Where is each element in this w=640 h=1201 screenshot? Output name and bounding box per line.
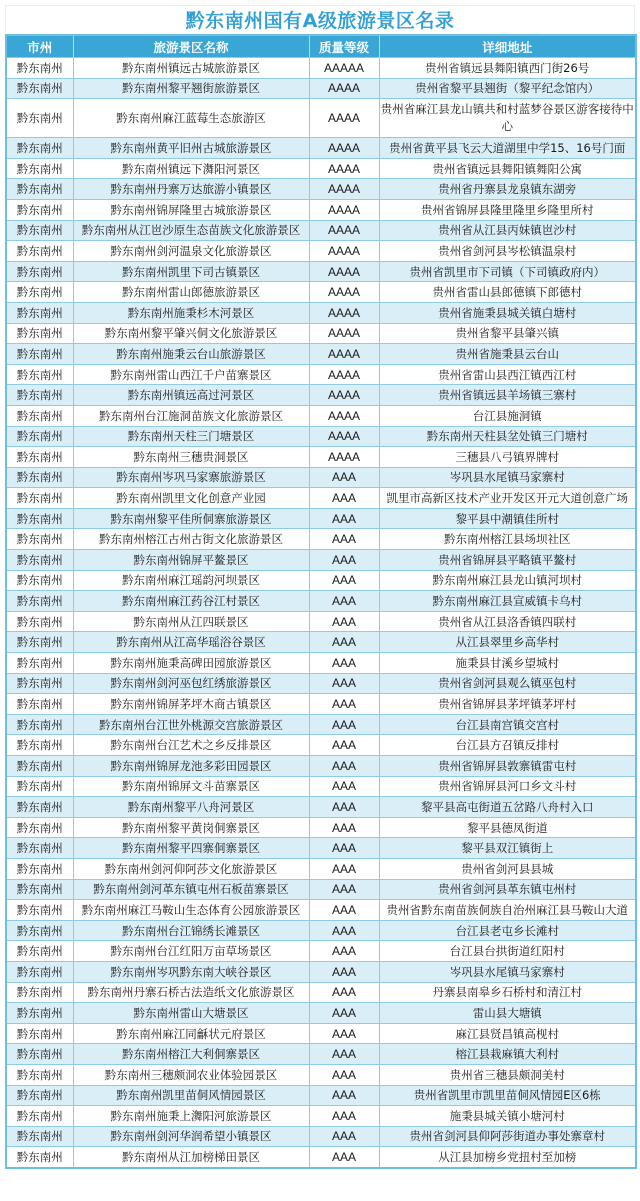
cell-name: 黔东南州剑河巫包红绣旅游景区	[73, 673, 309, 694]
cell-address: 贵州省从江县丙妹镇岜沙村	[379, 220, 636, 241]
cell-grade: AAAA	[309, 241, 379, 262]
table-row	[6, 858, 636, 879]
cell-name: 黔东南州雷山西江千户苗寨景区	[73, 364, 309, 385]
cell-address: 台江县台拱街道红阳村	[379, 941, 636, 962]
cell-name: 黔东南州施秉上㵲阳河旅游景区	[73, 1106, 309, 1127]
cell-name: 黔东南州剑河温泉文化旅游景区	[73, 241, 309, 262]
cell-address: 贵州省施秉县城关镇白塘村	[379, 302, 636, 323]
table-row	[6, 426, 636, 447]
cell-name: 黔东南州黎平翘街旅游景区	[73, 78, 309, 99]
cell-name: 黔东南州黎平八舟河景区	[73, 797, 309, 818]
cell-name: 黔东南州三穗贵洞景区	[73, 447, 309, 468]
cell-grade: AAAA	[309, 302, 379, 323]
cell-city: 黔东南州	[6, 138, 73, 159]
cell-address: 贵州省凯里市下司镇（下司镇政府内）	[379, 261, 636, 282]
column-header-city: 市州	[6, 35, 73, 58]
table-row	[6, 961, 636, 982]
cell-address: 贵州省镇远县羊场镇三寨村	[379, 385, 636, 406]
table-row	[6, 138, 636, 159]
cell-address: 贵州省镇远县舞阳镇舞阳公寓	[379, 158, 636, 179]
cell-city: 黔东南州	[6, 900, 73, 921]
cell-grade: AAA	[309, 982, 379, 1003]
cell-name: 黔东南州锦屏平鳌景区	[73, 550, 309, 571]
table-row	[6, 1003, 636, 1024]
cell-name: 黔东南州丹寨石桥古法造纸文化旅游景区	[73, 982, 309, 1003]
cell-grade: AAA	[309, 1106, 379, 1127]
cell-name: 黔东南州天柱三门塘景区	[73, 426, 309, 447]
cell-grade: AAA	[309, 756, 379, 777]
table-row	[6, 220, 636, 241]
cell-city: 黔东南州	[6, 632, 73, 653]
cell-name: 黔东南州黎平肇兴侗文化旅游景区	[73, 323, 309, 344]
cell-city: 黔东南州	[6, 735, 73, 756]
table-row	[6, 797, 636, 818]
cell-address: 台江县老屯乡长滩村	[379, 920, 636, 941]
cell-city: 黔东南州	[6, 58, 73, 79]
cell-grade: AAAA	[309, 282, 379, 303]
table-row	[6, 488, 636, 509]
cell-name: 黔东南州施秉云台山旅游景区	[73, 344, 309, 365]
cell-name: 黔东南州镇远古城旅游景区	[73, 58, 309, 79]
cell-address: 贵州省剑河县观么镇巫包村	[379, 673, 636, 694]
cell-grade: AAA	[309, 467, 379, 488]
table-row	[6, 694, 636, 715]
cell-name: 黔东南州岑巩马家寨旅游景区	[73, 467, 309, 488]
cell-name: 黔东南州黎平佳所侗寨旅游景区	[73, 508, 309, 529]
cell-name: 黔东南州剑河华润希望小镇景区	[73, 1126, 309, 1147]
cell-city: 黔东南州	[6, 879, 73, 900]
cell-address: 黎平县德凤街道	[379, 817, 636, 838]
cell-name: 黔东南州台江红阳万亩草场景区	[73, 941, 309, 962]
cell-grade: AAA	[309, 817, 379, 838]
cell-grade: AAA	[309, 900, 379, 921]
cell-grade: AAAA	[309, 261, 379, 282]
cell-city: 黔东南州	[6, 941, 73, 962]
table-row	[6, 467, 636, 488]
cell-grade: AAAA	[309, 323, 379, 344]
cell-grade: AAA	[309, 858, 379, 879]
cell-city: 黔东南州	[6, 1064, 73, 1085]
cell-grade: AAA	[309, 1044, 379, 1065]
table-row	[6, 199, 636, 220]
cell-city: 黔东南州	[6, 611, 73, 632]
cell-city: 黔东南州	[6, 220, 73, 241]
table-row	[6, 879, 636, 900]
table-row	[6, 735, 636, 756]
cell-city: 黔东南州	[6, 1106, 73, 1127]
cell-address: 台江县施洞镇	[379, 405, 636, 426]
table-row	[6, 447, 636, 468]
page-title: 黔东南州国有A级旅游景区名录	[5, 5, 635, 34]
cell-name: 黔东南州黄平旧州古城旅游景区	[73, 138, 309, 159]
table-row	[6, 817, 636, 838]
cell-address: 贵州省黎平县翘街（黎平纪念馆内）	[379, 78, 636, 99]
cell-grade: AAAA	[309, 447, 379, 468]
cell-name: 黔东南州麻江蓝莓生态旅游区	[73, 99, 309, 138]
cell-city: 黔东南州	[6, 776, 73, 797]
cell-address: 黎平县高屯街道五岔路八舟村入口	[379, 797, 636, 818]
cell-city: 黔东南州	[6, 78, 73, 99]
cell-city: 黔东南州	[6, 858, 73, 879]
cell-city: 黔东南州	[6, 447, 73, 468]
cell-city: 黔东南州	[6, 961, 73, 982]
cell-city: 黔东南州	[6, 488, 73, 509]
cell-city: 黔东南州	[6, 570, 73, 591]
cell-name: 黔东南州麻江马鞍山生态体育公园旅游景区	[73, 900, 309, 921]
cell-name: 黔东南州凯里下司古镇景区	[73, 261, 309, 282]
cell-address: 从江县翠里乡高华村	[379, 632, 636, 653]
table-row	[6, 632, 636, 653]
cell-address: 贵州省黔东南苗族侗族自治州麻江县马鞍山大道	[379, 900, 636, 921]
cell-grade: AAA	[309, 879, 379, 900]
cell-name: 黔东南州从江高华瑶浴谷景区	[73, 632, 309, 653]
cell-grade: AAA	[309, 776, 379, 797]
scenic-area-table	[5, 34, 637, 1169]
table-row	[6, 838, 636, 859]
cell-address: 麻江县贤昌镇高枧村	[379, 1023, 636, 1044]
cell-city: 黔东南州	[6, 797, 73, 818]
cell-address: 贵州省剑河县县城	[379, 858, 636, 879]
cell-city: 黔东南州	[6, 323, 73, 344]
cell-name: 黔东南州锦屏文斗苗寨景区	[73, 776, 309, 797]
cell-city: 黔东南州	[6, 364, 73, 385]
cell-address: 施秉县甘溪乡望城村	[379, 653, 636, 674]
cell-grade: AAA	[309, 611, 379, 632]
cell-city: 黔东南州	[6, 405, 73, 426]
cell-grade: AAA	[309, 961, 379, 982]
cell-grade: AAA	[309, 1126, 379, 1147]
table-row	[6, 611, 636, 632]
table-row	[6, 405, 636, 426]
cell-grade: AAA	[309, 797, 379, 818]
cell-city: 黔东南州	[6, 591, 73, 612]
cell-address: 贵州省黎平县肇兴镇	[379, 323, 636, 344]
cell-city: 黔东南州	[6, 714, 73, 735]
cell-name: 黔东南州三穗颇洞农业体验园景区	[73, 1064, 309, 1085]
cell-city: 黔东南州	[6, 529, 73, 550]
table-row	[6, 323, 636, 344]
cell-address: 黔东南州天柱县坌处镇三门塘村	[379, 426, 636, 447]
cell-grade: AAA	[309, 1085, 379, 1106]
cell-grade: AAA	[309, 488, 379, 509]
cell-grade: AAA	[309, 941, 379, 962]
cell-city: 黔东南州	[6, 1085, 73, 1106]
table-row	[6, 78, 636, 99]
cell-grade: AAA	[309, 1023, 379, 1044]
cell-address: 施秉县城关镇小塘河村	[379, 1106, 636, 1127]
cell-city: 黔东南州	[6, 1126, 73, 1147]
cell-address: 从江县加榜乡党扭村至加榜	[379, 1147, 636, 1168]
cell-city: 黔东南州	[6, 694, 73, 715]
cell-address: 贵州省雷山县郎德镇下郎德村	[379, 282, 636, 303]
cell-address: 三穗县八弓镇界牌村	[379, 447, 636, 468]
table-row	[6, 158, 636, 179]
cell-name: 黔东南州施秉高碑田园旅游景区	[73, 653, 309, 674]
table-row	[6, 1064, 636, 1085]
cell-name: 黔东南州剑河仰阿莎文化旅游景区	[73, 858, 309, 879]
cell-address: 贵州省雷山县西江镇西江村	[379, 364, 636, 385]
table-row	[6, 920, 636, 941]
cell-grade: AAAAA	[309, 58, 379, 79]
cell-grade: AAA	[309, 1147, 379, 1168]
cell-address: 黔东南州麻江县宣威镇卡乌村	[379, 591, 636, 612]
cell-name: 黔东南州剑河革东镇屯州石板苗寨景区	[73, 879, 309, 900]
cell-address: 台江县方召镇反排村	[379, 735, 636, 756]
cell-address: 贵州省镇远县舞阳镇西门街26号	[379, 58, 636, 79]
cell-name: 黔东南州雷山郎德旅游景区	[73, 282, 309, 303]
table-row	[6, 1106, 636, 1127]
cell-city: 黔东南州	[6, 385, 73, 406]
table-header-row	[6, 35, 636, 58]
cell-name: 黔东南州从江岜沙原生态苗族文化旅游景区	[73, 220, 309, 241]
cell-grade: AAAA	[309, 199, 379, 220]
column-header-address: 详细地址	[379, 35, 636, 58]
document-frame	[5, 5, 635, 1169]
cell-address: 黎平县中潮镇佳所村	[379, 508, 636, 529]
cell-grade: AAA	[309, 1064, 379, 1085]
cell-name: 黔东南州施秉杉木河景区	[73, 302, 309, 323]
cell-name: 黔东南州镇远下㵲阳河景区	[73, 158, 309, 179]
cell-city: 黔东南州	[6, 982, 73, 1003]
cell-address: 贵州省锦屏县敦寨镇雷屯村	[379, 756, 636, 777]
cell-grade: AAA	[309, 1003, 379, 1024]
cell-grade: AAAA	[309, 220, 379, 241]
cell-city: 黔东南州	[6, 1147, 73, 1168]
table-row	[6, 1085, 636, 1106]
cell-city: 黔东南州	[6, 508, 73, 529]
cell-grade: AAA	[309, 591, 379, 612]
cell-grade: AAAA	[309, 405, 379, 426]
table-row	[6, 385, 636, 406]
cell-grade: AAAA	[309, 179, 379, 200]
cell-grade: AAAA	[309, 99, 379, 138]
cell-grade: AAA	[309, 508, 379, 529]
table-row	[6, 1126, 636, 1147]
cell-address: 丹寨县南皋乡石桥村和清江村	[379, 982, 636, 1003]
cell-grade: AAAA	[309, 426, 379, 447]
table-row	[6, 99, 636, 138]
cell-address: 贵州省剑河县仰阿莎街道办事处寨章村	[379, 1126, 636, 1147]
column-header-grade: 质量等级	[309, 35, 379, 58]
table-row	[6, 282, 636, 303]
cell-address: 贵州省麻江县龙山镇共和村蓝梦谷景区游客接待中心	[379, 99, 636, 138]
cell-name: 黔东南州麻江同龢状元府景区	[73, 1023, 309, 1044]
table-row	[6, 714, 636, 735]
cell-city: 黔东南州	[6, 920, 73, 941]
cell-city: 黔东南州	[6, 99, 73, 138]
table-row	[6, 1147, 636, 1168]
table-row	[6, 941, 636, 962]
table-row	[6, 529, 636, 550]
cell-address: 凯里市高新区技术产业开发区开元大道创意广场	[379, 488, 636, 509]
cell-address: 贵州省从江县洛香镇四联村	[379, 611, 636, 632]
table-row	[6, 756, 636, 777]
table-row	[6, 591, 636, 612]
cell-grade: AAA	[309, 714, 379, 735]
cell-city: 黔东南州	[6, 467, 73, 488]
cell-grade: AAA	[309, 673, 379, 694]
cell-city: 黔东南州	[6, 756, 73, 777]
cell-address: 贵州省凯里市凯里苗侗风情园E区6栋	[379, 1085, 636, 1106]
table-row	[6, 302, 636, 323]
cell-city: 黔东南州	[6, 1044, 73, 1065]
cell-name: 黔东南州锦屏茅坪木商古镇景区	[73, 694, 309, 715]
cell-city: 黔东南州	[6, 817, 73, 838]
cell-name: 黔东南州从江四联景区	[73, 611, 309, 632]
column-header-name: 旅游景区名称	[73, 35, 309, 58]
cell-address: 贵州省锦屏县隆里隆里乡隆里所村	[379, 199, 636, 220]
cell-address: 黎平县双江镇街上	[379, 838, 636, 859]
table-row	[6, 550, 636, 571]
table-row	[6, 364, 636, 385]
cell-grade: AAAA	[309, 364, 379, 385]
cell-name: 黔东南州从江加榜梯田景区	[73, 1147, 309, 1168]
cell-address: 岑巩县水尾镇马家寨村	[379, 961, 636, 982]
table-row	[6, 241, 636, 262]
cell-name: 黔东南州台江艺术之乡反排景区	[73, 735, 309, 756]
cell-name: 黔东南州榕江大利侗寨景区	[73, 1044, 309, 1065]
table-row	[6, 1044, 636, 1065]
cell-city: 黔东南州	[6, 1023, 73, 1044]
cell-city: 黔东南州	[6, 426, 73, 447]
cell-name: 黔东南州黎平四寨侗寨景区	[73, 838, 309, 859]
cell-grade: AAAA	[309, 344, 379, 365]
cell-address: 贵州省锦屏县平略镇平鳌村	[379, 550, 636, 571]
cell-name: 黔东南州黎平黄岗侗寨景区	[73, 817, 309, 838]
cell-city: 黔东南州	[6, 179, 73, 200]
cell-address: 贵州省黄平县飞云大道湖里中学15、16号门面	[379, 138, 636, 159]
cell-city: 黔东南州	[6, 673, 73, 694]
cell-grade: AAA	[309, 550, 379, 571]
cell-grade: AAA	[309, 653, 379, 674]
table-row	[6, 776, 636, 797]
cell-city: 黔东南州	[6, 838, 73, 859]
cell-city: 黔东南州	[6, 653, 73, 674]
cell-name: 黔东南州麻江瑶韵河坝景区	[73, 570, 309, 591]
cell-grade: AAA	[309, 570, 379, 591]
cell-address: 贵州省锦屏县茅坪镇茅坪村	[379, 694, 636, 715]
cell-address: 贵州省剑河县革东镇屯州村	[379, 879, 636, 900]
cell-city: 黔东南州	[6, 302, 73, 323]
cell-address: 贵州省三穗县颇洞美村	[379, 1064, 636, 1085]
cell-city: 黔东南州	[6, 241, 73, 262]
cell-city: 黔东南州	[6, 344, 73, 365]
cell-grade: AAA	[309, 735, 379, 756]
cell-address: 贵州省丹寨县龙泉镇东湖旁	[379, 179, 636, 200]
cell-name: 黔东南州台江锦绣长滩景区	[73, 920, 309, 941]
cell-address: 贵州省剑河县岑松镇温泉村	[379, 241, 636, 262]
cell-grade: AAAA	[309, 78, 379, 99]
cell-name: 黔东南州麻江药谷江村景区	[73, 591, 309, 612]
cell-name: 黔东南州台江世外桃源交宫旅游景区	[73, 714, 309, 735]
cell-city: 黔东南州	[6, 261, 73, 282]
cell-grade: AAAA	[309, 385, 379, 406]
cell-name: 黔东南州镇远高过河景区	[73, 385, 309, 406]
cell-name: 黔东南州岑巩黔东南大峡谷景区	[73, 961, 309, 982]
cell-grade: AAA	[309, 920, 379, 941]
cell-name: 黔东南州凯里苗侗风情园景区	[73, 1085, 309, 1106]
cell-address: 雷山县大塘镇	[379, 1003, 636, 1024]
cell-name: 黔东南州锦屏龙池多彩田园景区	[73, 756, 309, 777]
cell-name: 黔东南州锦屏隆里古城旅游景区	[73, 199, 309, 220]
cell-address: 岑巩县水尾镇马家寨村	[379, 467, 636, 488]
table-row	[6, 179, 636, 200]
cell-address: 黔东南州榕江县场坝社区	[379, 529, 636, 550]
table-row	[6, 673, 636, 694]
cell-grade: AAA	[309, 838, 379, 859]
table-row	[6, 900, 636, 921]
cell-city: 黔东南州	[6, 282, 73, 303]
cell-name: 黔东南州台江施洞苗族文化旅游景区	[73, 405, 309, 426]
table-row	[6, 653, 636, 674]
cell-grade: AAA	[309, 529, 379, 550]
cell-name: 黔东南州丹寨万达旅游小镇景区	[73, 179, 309, 200]
cell-grade: AAAA	[309, 158, 379, 179]
table-row	[6, 58, 636, 79]
table-row	[6, 1023, 636, 1044]
cell-city: 黔东南州	[6, 199, 73, 220]
cell-address: 黔东南州麻江县龙山镇河坝村	[379, 570, 636, 591]
cell-name: 黔东南州榕江古州古街文化旅游景区	[73, 529, 309, 550]
cell-grade: AAA	[309, 694, 379, 715]
cell-city: 黔东南州	[6, 1003, 73, 1024]
cell-name: 黔东南州凯里文化创意产业园	[73, 488, 309, 509]
table-row	[6, 570, 636, 591]
cell-city: 黔东南州	[6, 550, 73, 571]
cell-address: 榕江县栽麻镇大利村	[379, 1044, 636, 1065]
table-row	[6, 344, 636, 365]
cell-grade: AAA	[309, 632, 379, 653]
cell-address: 贵州省锦屏县河口乡文斗村	[379, 776, 636, 797]
cell-city: 黔东南州	[6, 158, 73, 179]
table-row	[6, 261, 636, 282]
cell-address: 台江县南宫镇交宫村	[379, 714, 636, 735]
cell-grade: AAAA	[309, 138, 379, 159]
table-row	[6, 982, 636, 1003]
table-row	[6, 508, 636, 529]
table-body	[6, 58, 636, 1168]
cell-name: 黔东南州雷山大塘景区	[73, 1003, 309, 1024]
cell-address: 贵州省施秉县云台山	[379, 344, 636, 365]
